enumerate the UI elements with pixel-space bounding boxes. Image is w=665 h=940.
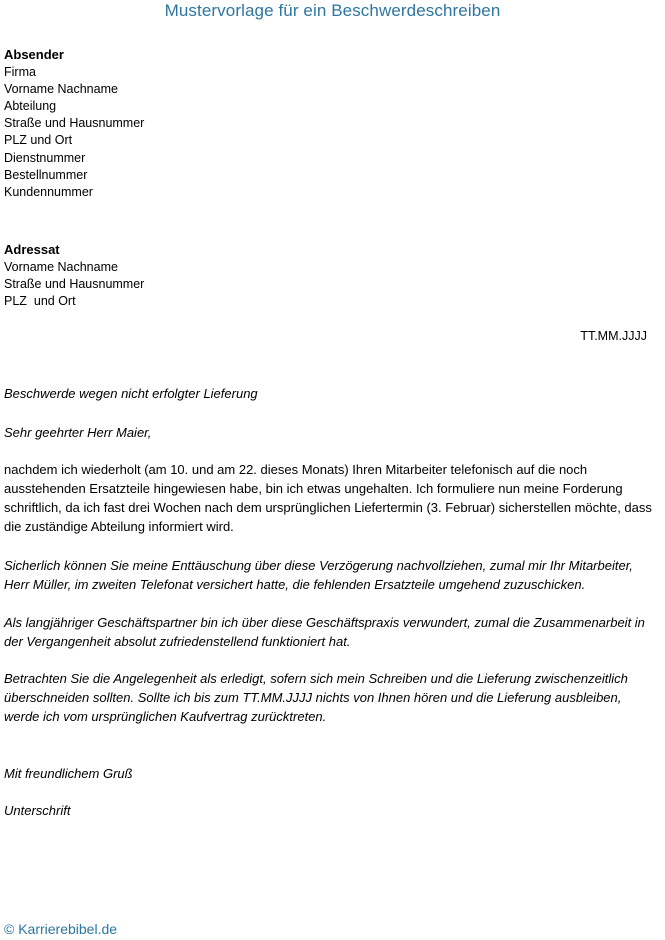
- body-paragraph-2: Sicherlich können Sie meine Enttäuschung über diese Verzögerung nachvollziehen, zumal mir Ihr Mitarbeiter, Herr Müller, im zweiten Telefonat versichert hatte, die fehlenden Ersatzteile umgehend zuzuschicken.: [4, 558, 633, 592]
- sender-line-order-number: Bestellnummer: [4, 167, 88, 182]
- subject-line: Beschwerde wegen nicht erfolgter Lieferung: [4, 386, 258, 401]
- body-paragraph-1-text: nachdem ich wiederholt (am 10. und am 22. dieses Monats) Ihren Mitarbeiter telefonisch auf die noch ausstehenden Ersatzteile hingewiesen habe, bin ich etwas ungehalten. Ich formuliere nun meine Forderung schriftlich, da ich fast drei Wochen nach dem ursprünglichen Liefertermin (3. Februar) sicherstellen möchte, dass die zuständige Abteilung informiert wird.: [4, 462, 652, 534]
- salutation: Sehr geehrter Herr Maier,: [4, 425, 152, 440]
- sender-heading: Absender: [4, 47, 64, 62]
- closing-greeting: Mit freundlichem Gruß: [4, 766, 133, 781]
- body-paragraph-1: [4, 460, 656, 536]
- sender-block: [4, 46, 144, 201]
- sender-line-name: Vorname Nachname: [4, 81, 118, 96]
- sender-line-customer-number: Kundennummer: [4, 184, 93, 199]
- recipient-line-city: PLZ und Ort: [4, 293, 76, 308]
- recipient-heading: Adressat: [4, 242, 60, 257]
- sender-line-service-number: Dienstnummer: [4, 150, 86, 165]
- recipient-block: [4, 241, 144, 310]
- copyright-footer: © Karrierebibel.de: [4, 921, 118, 937]
- document-title: Mustervorlage für ein Beschwerdeschreiben: [164, 1, 501, 20]
- recipient-line-name: Vorname Nachname: [4, 259, 118, 274]
- sender-line-street: Straße und Hausnummer: [4, 116, 145, 131]
- sender-line-department: Abteilung: [4, 98, 57, 113]
- letter-date: TT.MM.JJJJ: [580, 329, 647, 343]
- body-paragraph-4: Betrachten Sie die Angelegenheit als erledigt, sofern sich mein Schreiben und die Lieferung zwischenzeitlich überschneiden sollten. Sollte ich bis zum TT.MM.JJJJ nichts von Ihnen hören und die Lieferung ausbleiben, werde ich vom ursprünglichen Kaufvertrag zurücktreten.: [4, 671, 628, 724]
- body-paragraph-3: Als langjähriger Geschäftspartner bin ich über diese Geschäftspraxis verwundert, zumal die Zusammenarbeit in der Vergangenheit absolut zufriedenstellend funktioniert hat.: [4, 615, 645, 649]
- sender-line-city: PLZ und Ort: [4, 133, 73, 148]
- signature-placeholder: Unterschrift: [4, 803, 71, 818]
- recipient-line-street: Straße und Hausnummer: [4, 276, 145, 291]
- sender-line-company: Firma: [4, 64, 36, 79]
